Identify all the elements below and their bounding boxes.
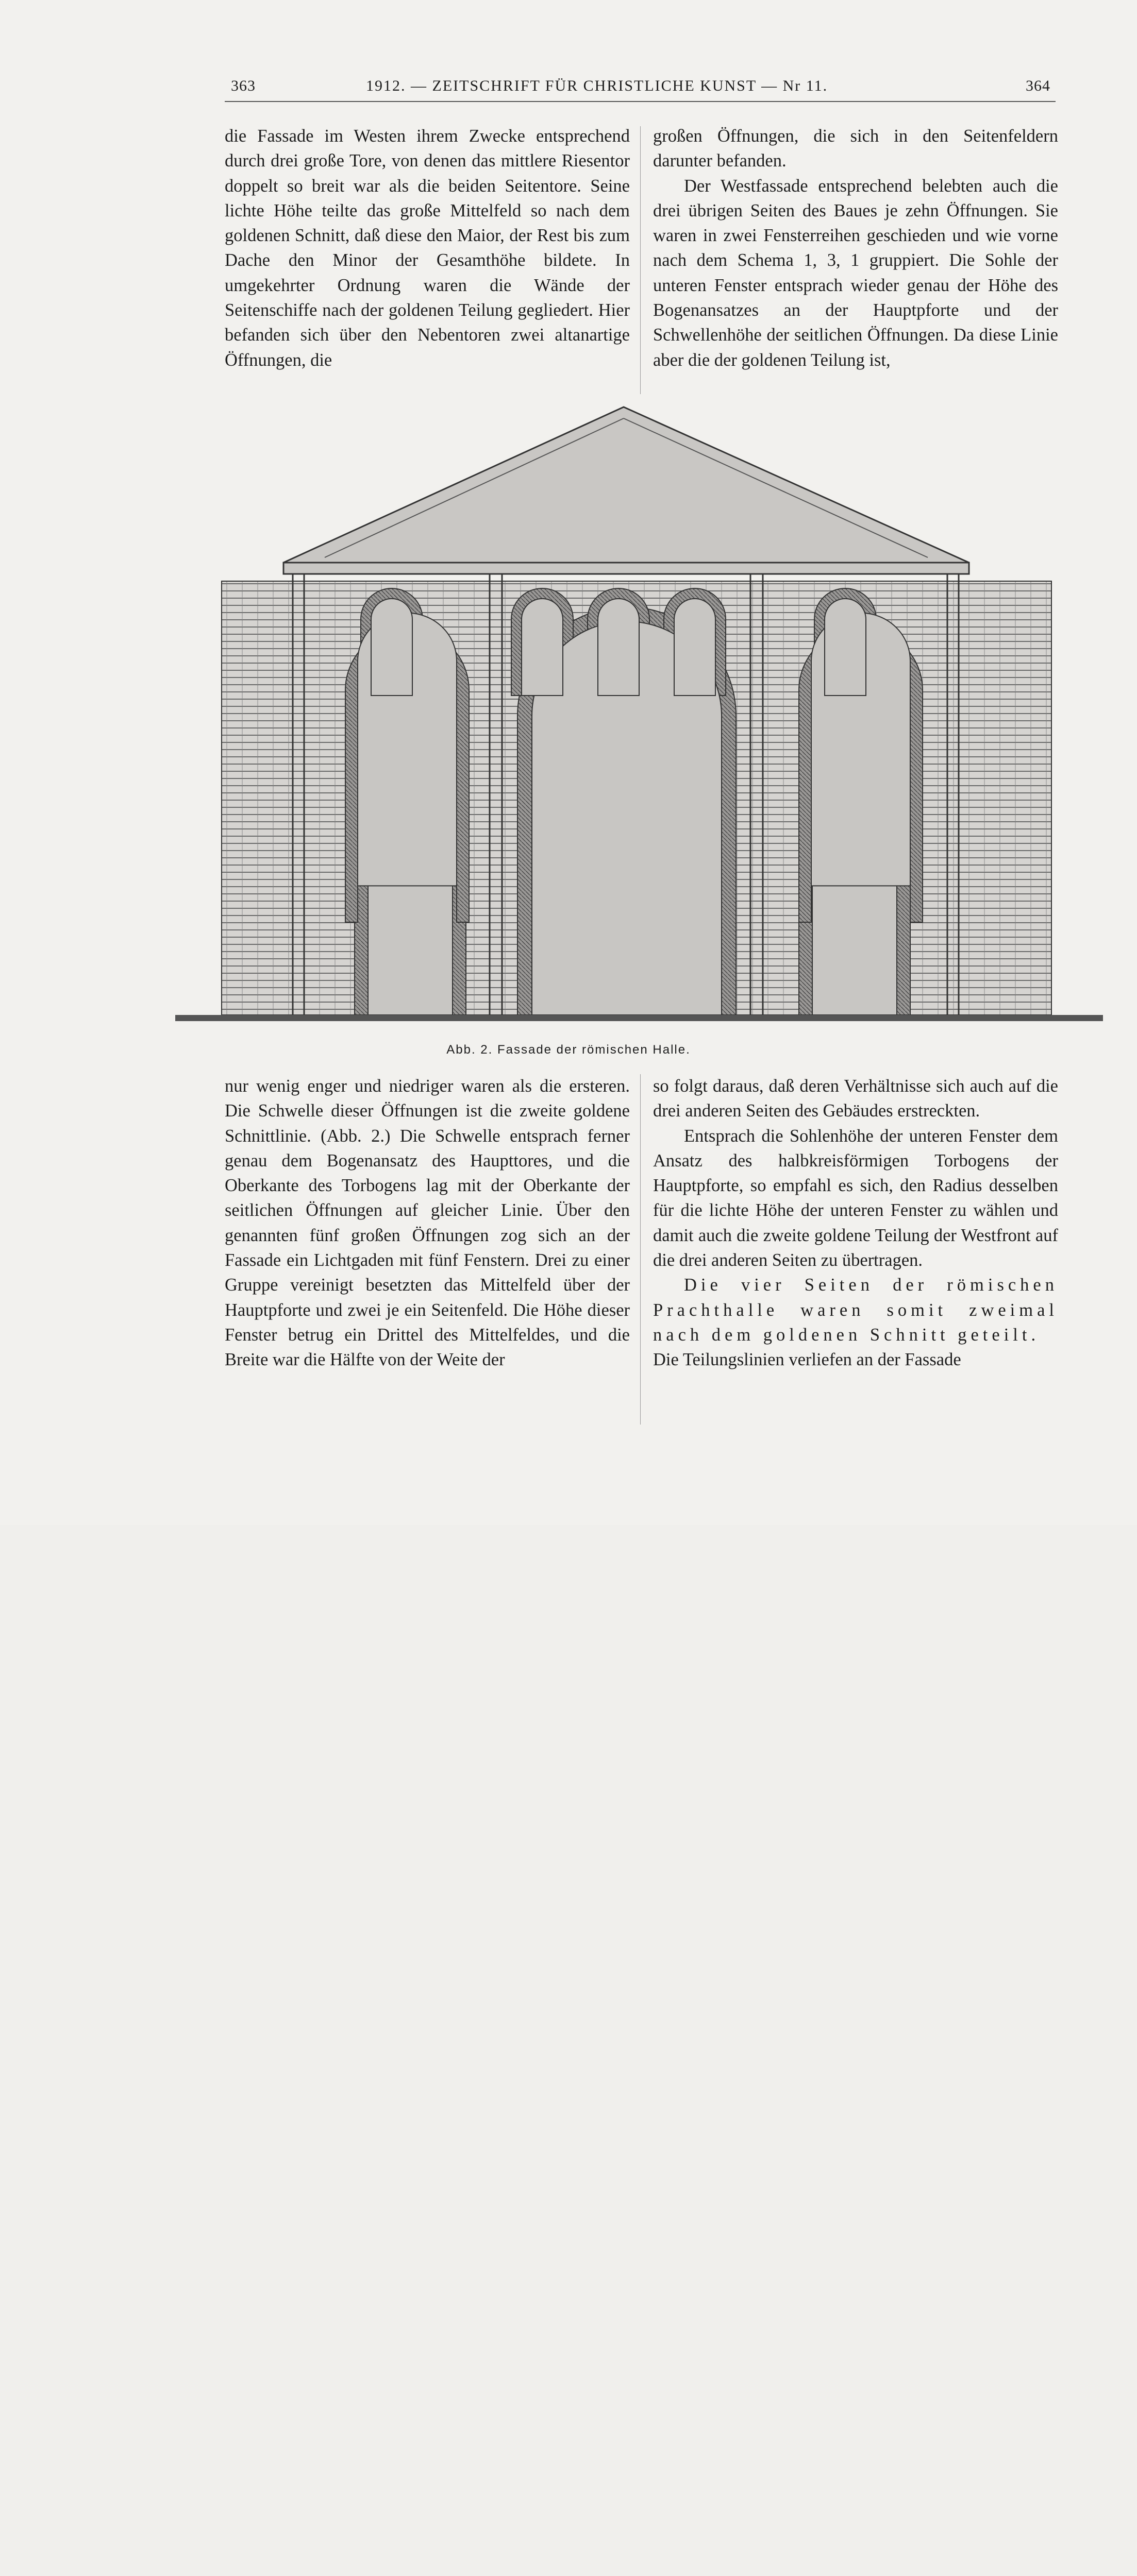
ground-line <box>175 1015 1103 1021</box>
column-bottom-right <box>653 1074 1058 1372</box>
paragraph: die Fassade im Westen ihrem Zwecke entsprechend durch drei große Tore, von denen das mittlere Riesentor doppelt so breit war als die beiden Seitentore. Seine lichte Höhe teilte das große Mittelfeld so nach dem goldenen Schnitt, daß diese den Maior, der Rest bis zum Dache den Minor der Gesamthöhe bildete. In umgekehrter Ordnung waren die Wände der Seitenschiffe nach der goldenen Teilung gegliedert. Hier befanden sich über den Nebentoren zwei altanartige Öffnungen, die <box>225 126 630 370</box>
column-top-right <box>653 124 1058 372</box>
pediment <box>283 407 969 563</box>
figure-caption: Abb. 2. Fassade der römischen Halle. <box>446 1043 691 1057</box>
paragraph: so folgt daraus, daß deren Verhältnisse sich auch auf die drei anderen Seiten des Gebäudes erstreckten. <box>653 1076 1058 1121</box>
paragraph: Entsprach die Sohlenhöhe der unteren Fenster dem Ansatz des halbkreisförmigen Torbogens der Hauptpforte, so empfahl es sich, den Radius desselben für die lichte Höhe der unteren Fenster zu wählen und damit auch die zweite goldene Teilung der Westfront auf die drei anderen Seiten zu übertragen. <box>653 1126 1058 1270</box>
clerestory-window-2 <box>522 599 563 696</box>
clerestory-window-5 <box>825 599 866 696</box>
paragraph: nur wenig enger und niedriger waren als die ersteren. Die Schwelle dieser Öffnungen ist die zweite goldene Schnittlinie. (Abb. 2.) Die Schwelle entsprach ferner genau dem Bogenansatz des Haupttores, und die Oberkante des Torbogens lag mit der Oberkante der seitlichen Öffnungen auf gleicher Linie. Über den genannten fünf großen Öffnungen zog sich an der Fassade ein Lichtgaden mit fünf Fenstern. Drei zu einer Gruppe vereinigt besetzten das Mittelfeld über der Hauptpforte und zwei je ein Seitenfeld. Die Höhe dieser Fenster betrug ein Drittel des Mittelfeldes, und die Breite war die Hälfte von der Weite der <box>225 1076 630 1370</box>
paragraph: großen Öffnungen, die sich in den Seitenfeldern darunter befanden. <box>653 126 1058 171</box>
clerestory-window-1 <box>371 599 412 696</box>
page-number-left: 363 <box>231 77 256 94</box>
column-bottom-left <box>225 1074 630 1372</box>
facade-drawing <box>175 397 1103 1030</box>
clerestory-window-4 <box>674 599 715 696</box>
page-number-right: 364 <box>1026 77 1050 94</box>
paragraph: Die vier Seiten der römischen Prachthalle waren somit zweimal nach dem goldenen Schnitt geteilt. <box>653 1275 1058 1345</box>
column-top-left <box>225 124 630 372</box>
column-divider <box>640 1074 641 1425</box>
viewer-footer <box>0 1525 1137 1609</box>
clerestory-window-3 <box>598 599 639 696</box>
column-divider <box>640 126 641 394</box>
header-rule <box>225 101 1056 102</box>
paragraph: Der Westfassade entsprechend belebten auch die drei übrigen Seiten des Baues je zehn Öffnungen. Sie waren in zwei Fensterreihen geschieden und wie vorne nach dem Schema 1, 3, 1 gruppiert. Die Sohle der unteren Fenster entsprach wieder genau der Höhe des Bogenansatzes an der Hauptpforte und der Schwellenhöhe der seitlichen Öffnungen. Da diese Linie aber die der goldenen Teilung ist, <box>653 176 1058 370</box>
cornice <box>283 563 969 574</box>
running-header: 1912. — ZEITSCHRIFT FÜR CHRISTLICHE KUNST — Nr 11. <box>366 77 828 94</box>
paragraph: Die Teilungslinien verliefen an der Fassade <box>653 1350 961 1370</box>
